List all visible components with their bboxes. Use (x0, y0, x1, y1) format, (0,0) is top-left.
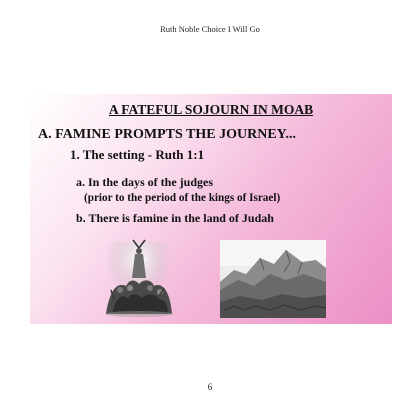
outline-subpoint-a-note: (prior to the period of the kings of Israel) (84, 192, 281, 204)
landscape-photo (220, 240, 326, 318)
outline-point-1: 1. The setting - Ruth 1:1 (70, 147, 205, 162)
outline-heading-a: A. FAMINE PROMPTS THE JOURNEY... (38, 127, 296, 142)
outline-subpoint-b: b. There is famine in the land of Judah (76, 211, 274, 225)
page-number: 6 (207, 382, 213, 392)
outline-subpoint-a: a. In the days of the judges (76, 175, 214, 189)
slide-title: A FATEFUL SOJOURN IN MOAB (108, 102, 314, 117)
engraving-image (102, 238, 176, 318)
slide (30, 94, 392, 324)
page-header: Ruth Noble Choice I Will Go (160, 24, 260, 34)
